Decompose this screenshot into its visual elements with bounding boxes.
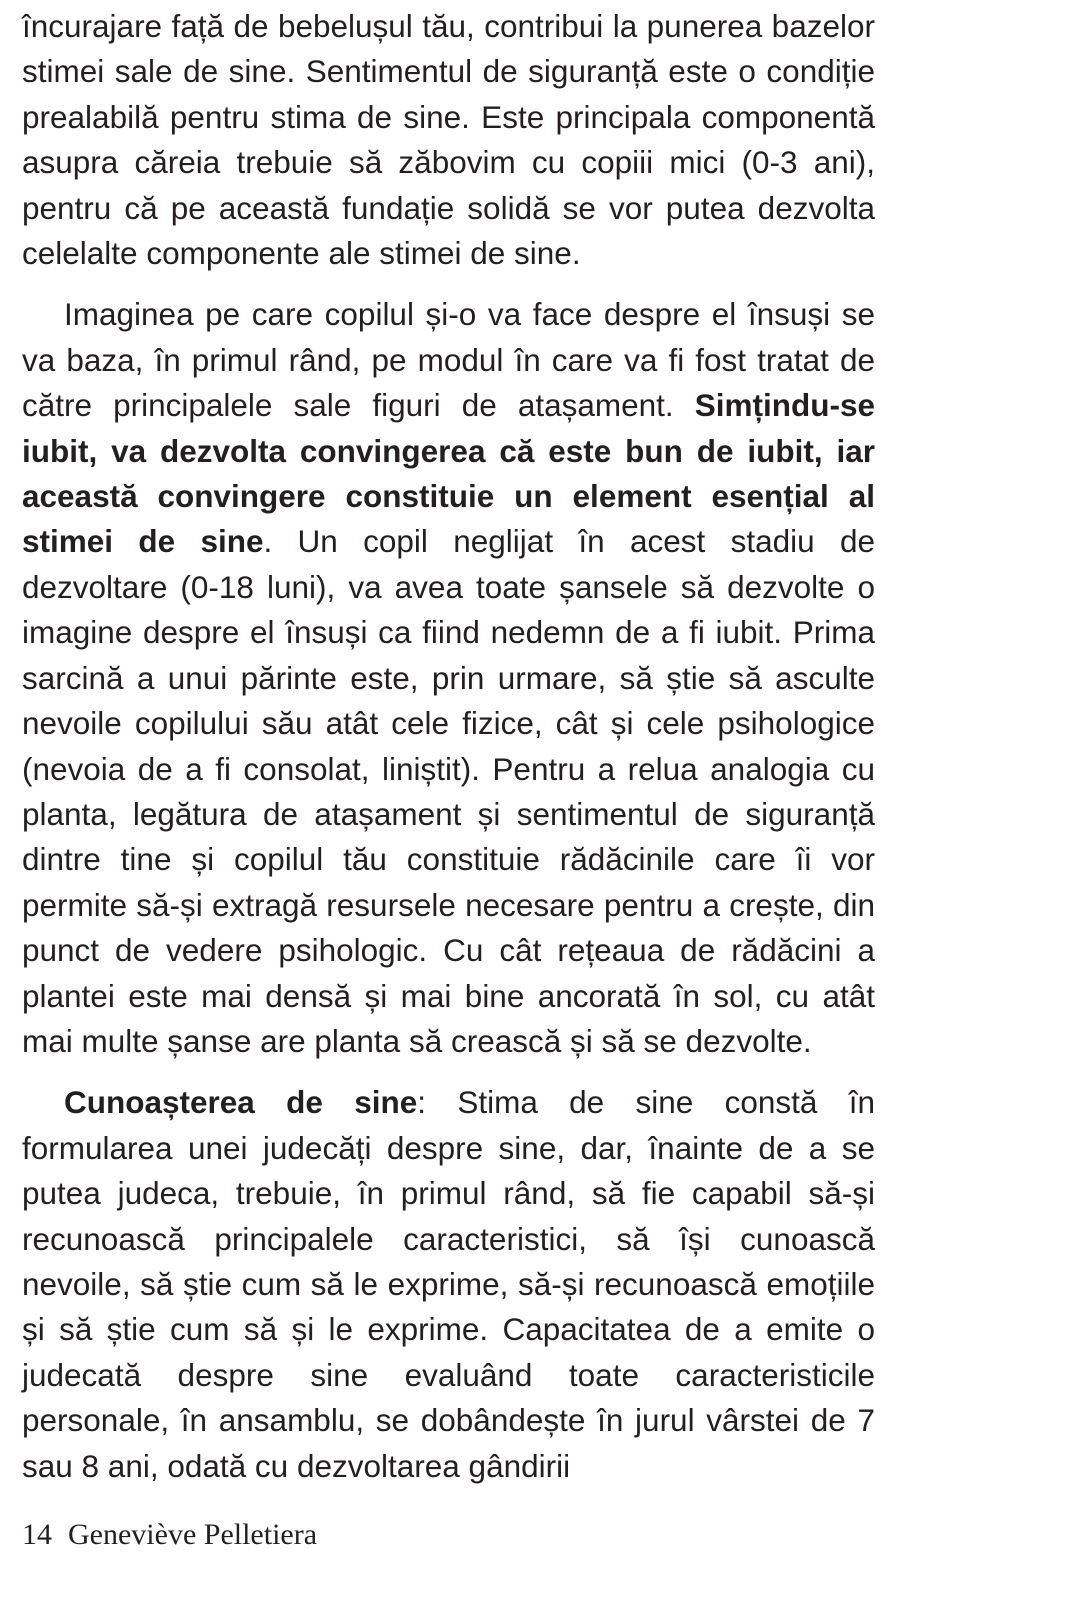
page-number: 14 — [22, 1518, 52, 1551]
paragraph-1-text: încurajare față de bebelușul tău, contribui la punerea bazelor stimei sale de sine. Sentimentul de siguranță este o condiție prealabilă pentru stima de sine. Este principala componentă asupra căreia trebuie să zăbovim cu copiii mici (0-3 ani), pentru că pe această fundație solidă se vor putea dezvolta celelalte componente ale stimei de sine. — [22, 8, 875, 272]
paragraph-3 — [22, 1080, 875, 1489]
paragraph-2-text-2: . Un copil neglijat în acest stadiu de dezvoltare (0-18 luni), va avea toate șansele să dezvolte o imagine despre el însuși ca fiind nedemn de a fi iubit. Prima sarcină a unui părinte este, prin urmare, să știe să asculte nevoile copilului său atât cele fizice, cât și cele psihologice (nevoia de a fi consolat, liniștit). Pentru a relua analogia cu planta, legătura de atașament și sentimentul de siguranță dintre tine și copilul tău constituie rădăcinile care îi vor permite să-și extragă resursele necesare pentru a crește, din punct de vedere psihologic. Cu cât rețeaua de rădăcini a plantei este mai densă și mai bine ancorată în sol, cu atât mai multe șanse are planta să crească și să se dezvolte. — [22, 523, 875, 1059]
page-body — [22, 4, 875, 1489]
paragraph-2-emphasis: Simțindu-se iubit, va dezvolta convingerea că este bun de iubit, iar această convingere constituie un element esențial al stimei de sine — [22, 387, 875, 560]
paragraph-1 — [22, 4, 875, 276]
paragraph-3-heading: Cunoașterea de sine — [64, 1084, 418, 1121]
page-footer — [22, 1515, 317, 1555]
paragraph-2-text-1: Imaginea pe care copilul și-o va face despre el însuși se va baza, în primul rând, pe modul în care va fi fost tratat de către principalele sale figuri de atașament. — [22, 296, 875, 424]
paragraph-2 — [22, 292, 875, 1064]
paragraph-3-text: : Stima de sine constă în formularea unei judecăți despre sine, dar, înainte de a se putea judeca, trebuie, în primul rând, să fie capabil să-și recunoască principalele caracteristici, să își cunoască nevoile, să știe cum să le exprime, să-și recunoască emoțiile și să știe cum să și le exprime. Capacitatea de a emite o judecată despre sine evaluând toate caracteristicile personale, în ansamblu, se dobândește în jurul vârstei de 7 sau 8 ani, odată cu dezvoltarea gândirii — [22, 1084, 876, 1484]
running-head: Geneviève Pelletiera — [68, 1518, 318, 1551]
